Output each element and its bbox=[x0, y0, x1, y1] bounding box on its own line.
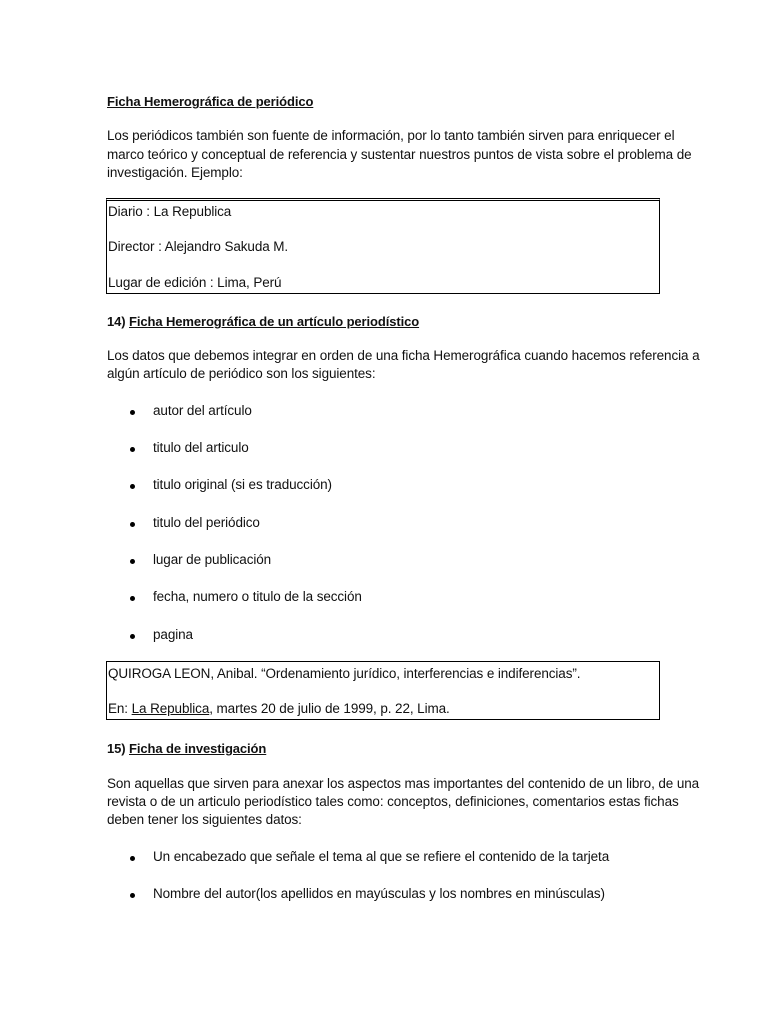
list-item: titulo del articulo bbox=[153, 440, 249, 455]
list-item: autor del artículo bbox=[153, 403, 252, 418]
citation-suffix: , martes 20 de julio de 1999, p. 22, Lima. bbox=[209, 701, 450, 716]
bullet-icon bbox=[130, 856, 135, 861]
section-title: Ficha Hemerográfica de un artículo periodístico bbox=[129, 314, 420, 329]
list-item: fecha, numero o titulo de la sección bbox=[153, 589, 362, 604]
paragraph-line: marco teórico y conceptual de referencia y sustentar nuestros puntos de vista sobre el problema de bbox=[107, 147, 692, 162]
section-heading-research bbox=[107, 741, 266, 756]
example-line: Diario : La Republica bbox=[108, 204, 232, 219]
paragraph-line: Los datos que debemos integrar en orden de una ficha Hemerográfica cuando hacemos referencia a bbox=[107, 348, 700, 363]
bullet-icon bbox=[130, 410, 135, 415]
list-item: titulo del periódico bbox=[153, 515, 260, 530]
section-number: 15) bbox=[107, 741, 126, 756]
example-line: Director : Alejandro Sakuda M. bbox=[108, 239, 289, 254]
citation-line: QUIROGA LEON, Anibal. “Ordenamiento jurídico, interferencias e indiferencias”. bbox=[108, 666, 581, 681]
list-item: titulo original (si es traducción) bbox=[153, 477, 332, 492]
list-item: pagina bbox=[153, 627, 193, 642]
newspaper-title: La Republica bbox=[131, 701, 210, 716]
example-line: Lugar de edición : Lima, Perú bbox=[108, 275, 282, 290]
citation-line bbox=[108, 701, 450, 716]
section-title: Ficha de investigación bbox=[129, 741, 267, 756]
list-item: lugar de publicación bbox=[153, 552, 272, 567]
bullet-icon bbox=[130, 522, 135, 527]
citation-prefix: En: bbox=[108, 701, 132, 716]
bullet-icon bbox=[130, 484, 135, 489]
bullet-icon bbox=[130, 596, 135, 601]
section-number: 14) bbox=[107, 314, 126, 329]
section-heading-newspaper: Ficha Hemerográfica de periódico bbox=[107, 94, 314, 109]
bullet-icon bbox=[130, 559, 135, 564]
bullet-icon bbox=[130, 447, 135, 452]
paragraph-line: algún artículo de periódico son los siguientes: bbox=[107, 366, 376, 381]
list-item: Un encabezado que señale el tema al que se refiere el contenido de la tarjeta bbox=[153, 849, 610, 864]
paragraph-line: investigación. Ejemplo: bbox=[107, 165, 243, 180]
section-heading-article bbox=[107, 314, 419, 329]
bullet-icon bbox=[130, 893, 135, 898]
bullet-icon bbox=[130, 634, 135, 639]
paragraph-line: deben tener los siguientes datos: bbox=[107, 812, 302, 827]
paragraph-line: Los periódicos también son fuente de información, por lo tanto también sirven para enriquecer el bbox=[107, 128, 675, 143]
list-item: Nombre del autor(los apellidos en mayúsculas y los nombres en minúsculas) bbox=[153, 886, 605, 901]
paragraph-line: Son aquellas que sirven para anexar los aspectos mas importantes del contenido de un libro, de una bbox=[107, 776, 700, 791]
paragraph-line: revista o de un articulo periodístico tales como: conceptos, definiciones, comentarios estas fichas bbox=[107, 794, 679, 809]
